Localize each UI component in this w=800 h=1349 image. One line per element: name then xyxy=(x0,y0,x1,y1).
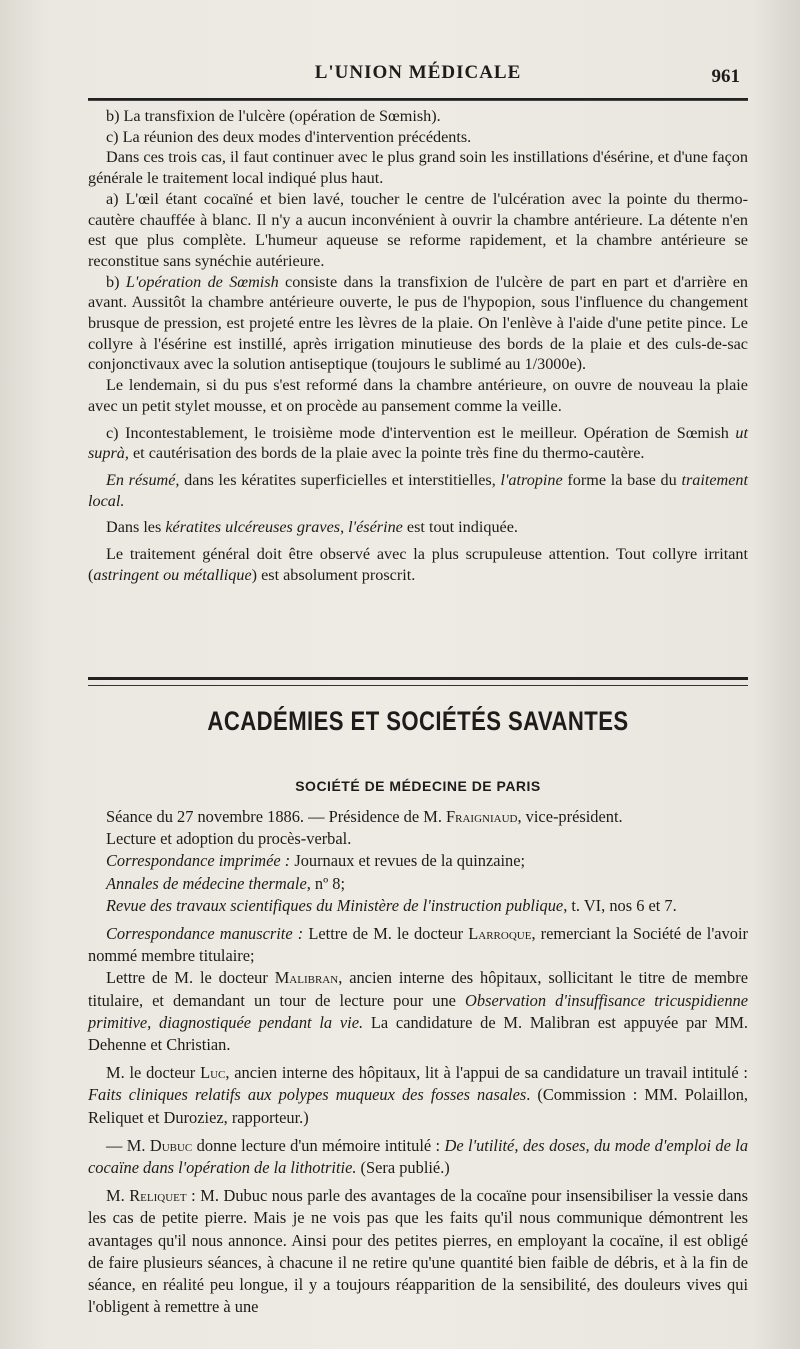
paragraph: c) La réunion des deux modes d'intervention précédents. xyxy=(106,127,472,146)
paragraph: Dans ces trois cas, il faut continuer avec le plus grand soin les instillations d'ésérine, et d'une façon générale le traitement local indiqué plus haut. xyxy=(88,148,748,188)
paragraph: Correspondance manuscrite : Lettre de M. le docteur Larroque, remerciant la Société de l'avoir nommé membre titulaire; xyxy=(88,924,748,966)
section-divider xyxy=(88,677,748,686)
section-title: ACADÉMIES ET SOCIÉTÉS SAVANTES xyxy=(207,706,629,736)
journal-title: L'UNION MÉDICALE xyxy=(314,62,522,83)
paragraph: Le traitement général doit être observé avec la plus scrupuleuse attention. Tout collyre irritant (astringent ou métallique) est absolument proscrit. xyxy=(88,545,748,584)
paragraph: Dans les kératites ulcéreuses graves, l'ésérine est tout indiquée. xyxy=(106,518,518,537)
paragraph: Lettre de M. le docteur Malibran, ancien interne des hôpitaux, sollicitant le titre de membre titulaire, et demandant un tour de lecture pour une Observation d'insuffisance tricuspidienne primitive, diagnostiquée pendant la vie. La candidature de M. Malibran est appuyée par MM. Dehenne et Christian. xyxy=(88,968,748,1055)
paragraph: c) Incontestablement, le troisième mode d'intervention est le meilleur. Opération de Sœmish ut suprà, et cautérisation des bords de la plaie avec la pointe très fine du thermo-cautère. xyxy=(88,423,748,463)
paragraph: Correspondance imprimée : Journaux et revues de la quinzaine; xyxy=(106,851,526,871)
page-number: 961 xyxy=(711,66,740,87)
paragraph: b) L'opération de Sœmish consiste dans la transfixion de l'ulcère de part en part et d'arrière en avant. Aussitôt la chambre antérieure ouverte, le pus de l'hypopion, sous l'influence du changement brusque de pression, est projeté entre les lèvres de la plaie. On l'enlève à l'aide d'une petite pince. Le collyre à l'ésérine est instillé, après irrigation minutieuse des bords de la plaie et des culs-de-sac conjonctivaux avec la solution antiseptique (toujours le sublimé au 1/3000e). xyxy=(88,272,749,374)
paragraph: M. le docteur Luc, ancien interne des hôpitaux, lit à l'appui de sa candidature un travail intitulé : Faits cliniques relatifs aux polypes muqueux des fosses nasales. (Commission : MM. Polaillon, Reliquet et Duroziez, rapporteur.) xyxy=(88,1063,748,1127)
paragraph: Séance du 27 novembre 1886. — Présidence de M. Fraigniaud, vice-président. xyxy=(106,807,623,826)
paragraph: Revue des travaux scientifiques du Ministère de l'instruction publique, t. VI, nos 6 et 7. xyxy=(106,895,677,915)
paragraph: Lecture et adoption du procès-verbal. xyxy=(106,829,352,849)
meeting-text-column xyxy=(88,806,748,1318)
paragraph: a) L'œil étant cocaïné et bien lavé, toucher le centre de l'ulcération avec la pointe du thermo-cautère chauffée à blanc. Il n'y a aucun inconvénient à ouvrir la chambre antérieure. La détente n'en est que plus complète. L'humeur aqueuse se reforme rapidement, et la chambre antérieure se reconstitue sans synéchie autérieure. xyxy=(88,189,748,270)
page-header xyxy=(88,58,748,98)
paragraph: — M. Dubuc donne lecture d'un mémoire intitulé : De l'utilité, des doses, du mode d'emploi de la cocaïne dans l'opération de la lithotritie. (Sera publié.) xyxy=(88,1135,749,1178)
subsection-title: SOCIÉTÉ DE MÉDECINE DE PARIS xyxy=(295,778,541,794)
paragraph: b) La transfixion de l'ulcère (opération de Sœmish). xyxy=(106,107,441,125)
top-text-column xyxy=(88,106,748,585)
paragraph: Le lendemain, si du pus s'est reformé dans la chambre antérieure, on ouvre de nouveau la plaie avec un petit stylet mousse, et on procède au pansement comme la veille. xyxy=(88,376,748,415)
paragraph: M. Reliquet : M. Dubuc nous parle des avantages de la cocaïne pour insensibiliser la vessie dans les cas de petite pierre. Mais je ne vois pas que les faits qu'il nous communique démontrent les avantages qu'il nous annonce. Ainsi pour des petites pierres, en employant la cocaïne, il est obligé de faire plusieurs séances, à chacune il ne retire qu'une quantité bien faible de débris, et à la fin de séance, en réalité peu longue, il y a toujours réapparition de la sensibilité, des douleurs vives qui l'obligent à remettre à une xyxy=(88,1186,748,1317)
paragraph: En résumé, dans les kératites superficielles et interstitielles, l'atropine forme la base du traitement local. xyxy=(88,470,748,510)
header-rule xyxy=(88,98,748,101)
paragraph: Annales de médecine thermale, nº 8; xyxy=(106,873,346,893)
